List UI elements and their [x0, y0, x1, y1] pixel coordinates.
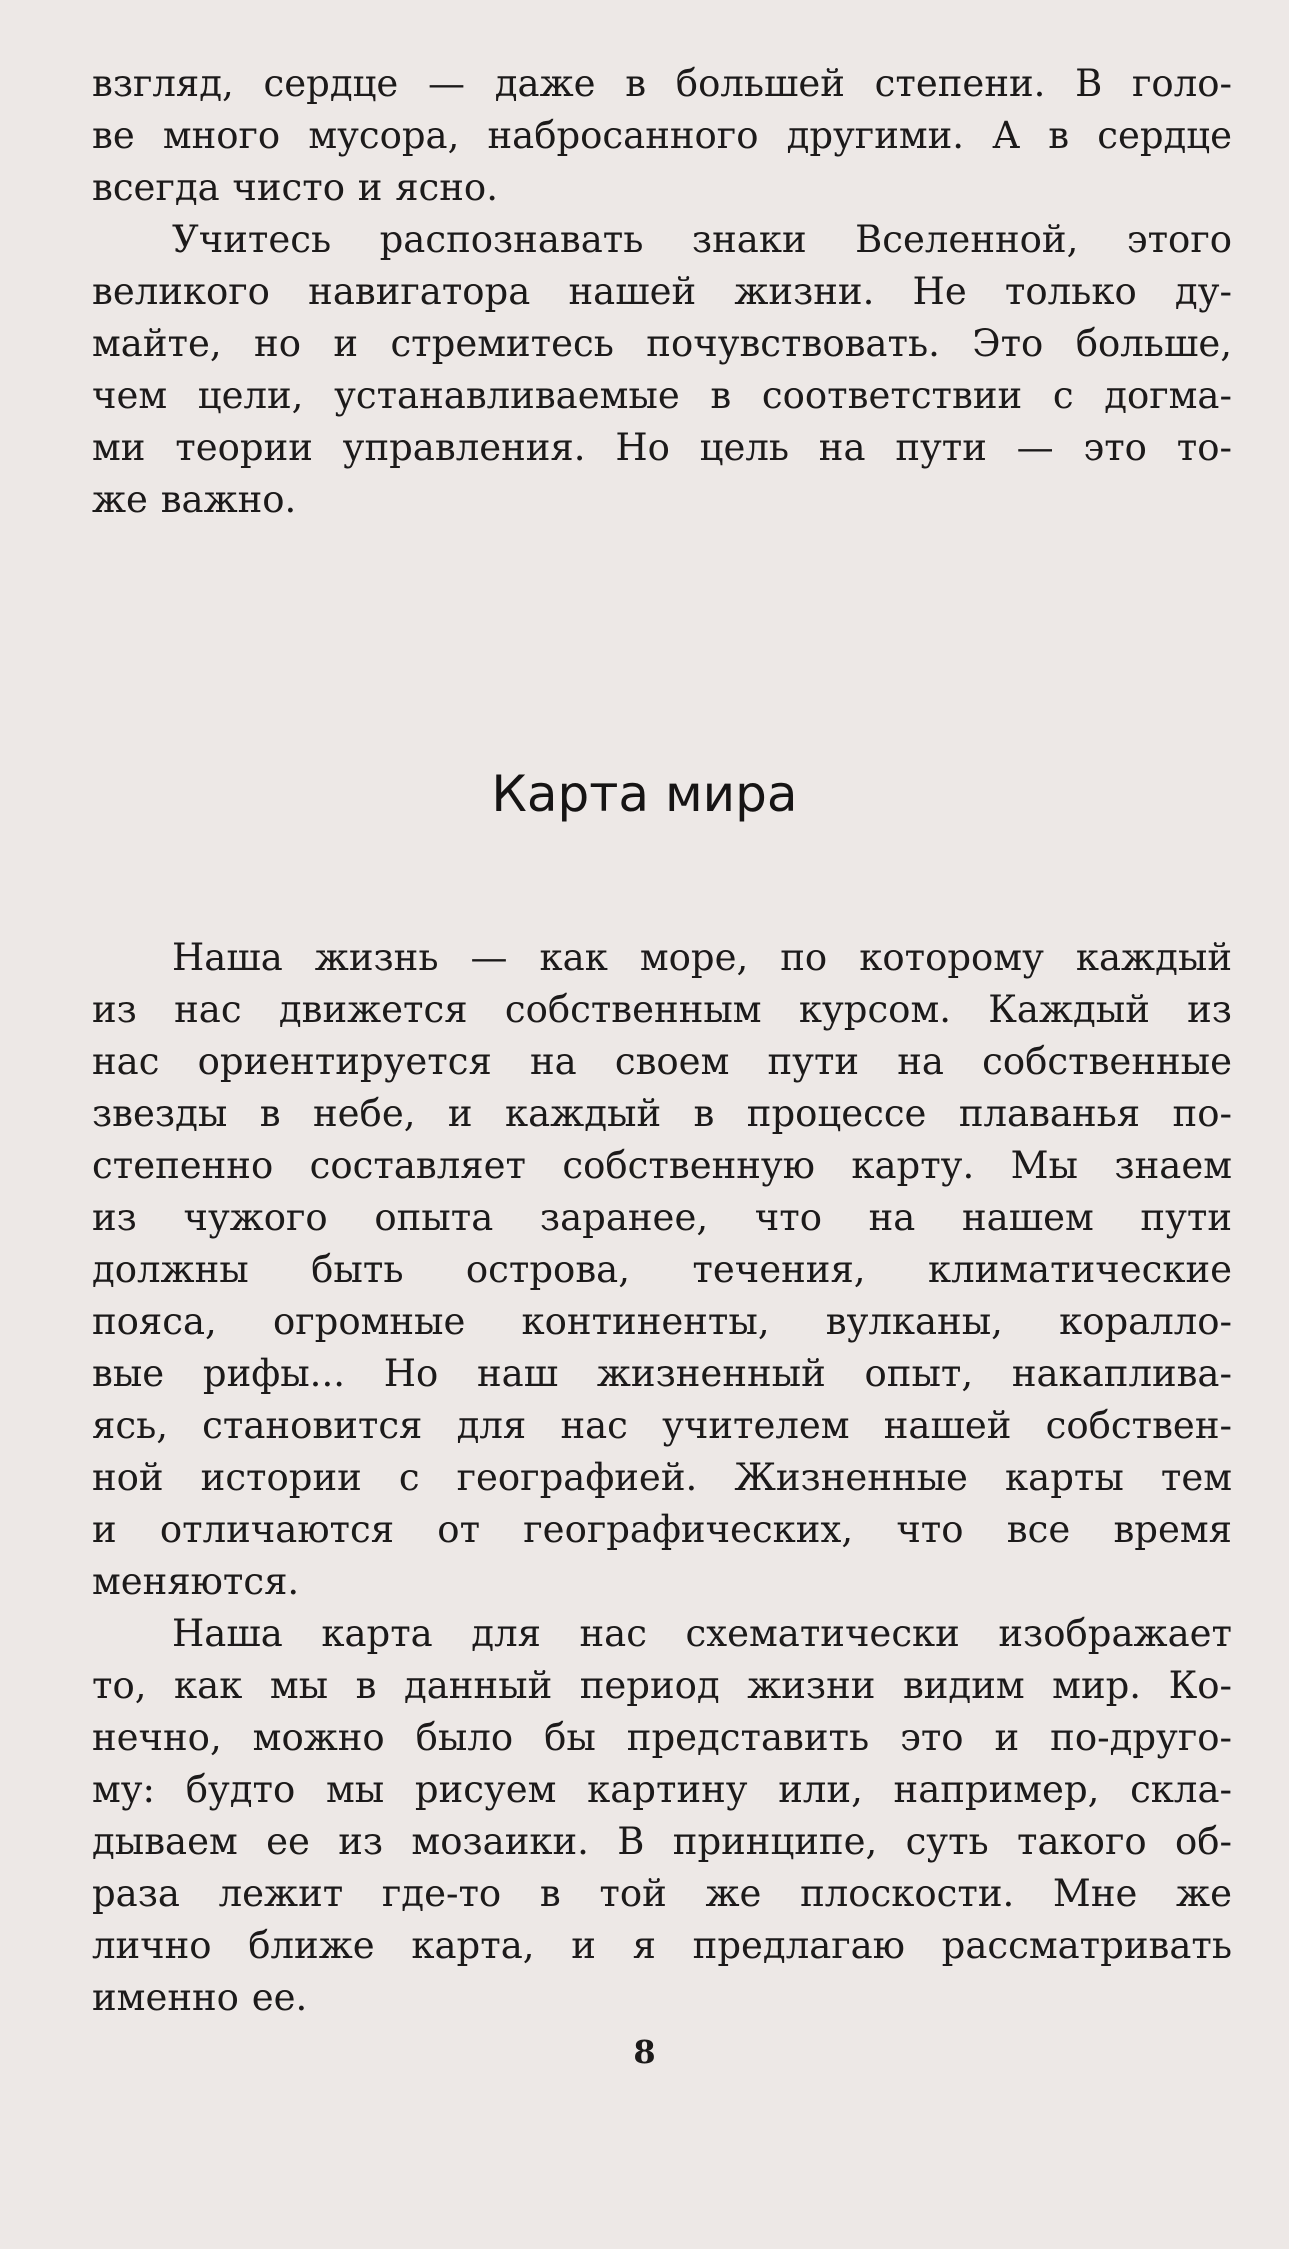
text-line: нас ориентируется на своем пути на собственные — [92, 1040, 1232, 1083]
text-line: нечно, можно было бы представить это и по-друго- — [92, 1716, 1232, 1759]
text-line: Учитесь распознавать знаки Вселенной, этого — [172, 218, 1232, 261]
text-line: ной истории с географией. Жизненные карты тем — [92, 1456, 1232, 1499]
paragraph — [92, 214, 1232, 526]
text-line: то, как мы в данный период жизни видим мир. Ко- — [92, 1664, 1232, 1707]
text-line: меняются. — [92, 1560, 300, 1603]
text-line: из нас движется собственным курсом. Каждый из — [92, 988, 1232, 1031]
text-line: Наша жизнь — как море, по которому каждый — [172, 936, 1232, 979]
text-line: вые рифы... Но наш жизненный опыт, накаплива- — [92, 1352, 1232, 1395]
top-text-section — [92, 58, 1232, 526]
text-line: майте, но и стремитесь почувствовать. Это больше, — [92, 322, 1232, 365]
section-heading: Карта мира — [491, 765, 798, 823]
text-line: Наша карта для нас схематически изображает — [172, 1612, 1232, 1655]
text-line: именно ее. — [92, 1976, 308, 2019]
paragraph — [92, 932, 1232, 1608]
text-line: из чужого опыта заранее, что на нашем пути — [92, 1196, 1232, 1239]
main-text-section — [92, 932, 1232, 2024]
text-line: ве много мусора, набросанного другими. А в сердце — [92, 114, 1232, 157]
text-line: пояса, огромные континенты, вулканы, коралло- — [92, 1300, 1232, 1343]
text-line: му: будто мы рисуем картину или, например, скла- — [92, 1768, 1232, 1811]
paragraph — [92, 58, 1232, 214]
text-line: взгляд, сердце — даже в большей степени. В голо- — [92, 62, 1232, 105]
text-line: звезды в небе, и каждый в процессе плаванья по- — [92, 1092, 1232, 1135]
paragraph — [92, 1608, 1232, 2024]
text-line: степенно составляет собственную карту. Мы знаем — [92, 1144, 1232, 1187]
text-line: чем цели, устанавливаемые в соответствии с догма- — [92, 374, 1232, 417]
text-line: лично ближе карта, и я предлагаю рассматривать — [92, 1924, 1232, 1967]
text-line: и отличаются от географических, что все время — [92, 1508, 1232, 1551]
text-line: же важно. — [92, 478, 297, 521]
text-line: великого навигатора нашей жизни. Не только ду- — [92, 270, 1232, 313]
text-line: ми теории управления. Но цель на пути — это то- — [92, 426, 1232, 469]
text-line: ясь, становится для нас учителем нашей собствен- — [92, 1404, 1232, 1447]
text-line: должны быть острова, течения, климатические — [92, 1248, 1232, 1291]
text-line: дываем ее из мозаики. В принципе, суть такого об- — [92, 1820, 1232, 1863]
text-line: раза лежит где-то в той же плоскости. Мне же — [92, 1872, 1232, 1915]
text-line: всегда чисто и ясно. — [92, 166, 498, 209]
page-number: 8 — [633, 2033, 656, 2071]
